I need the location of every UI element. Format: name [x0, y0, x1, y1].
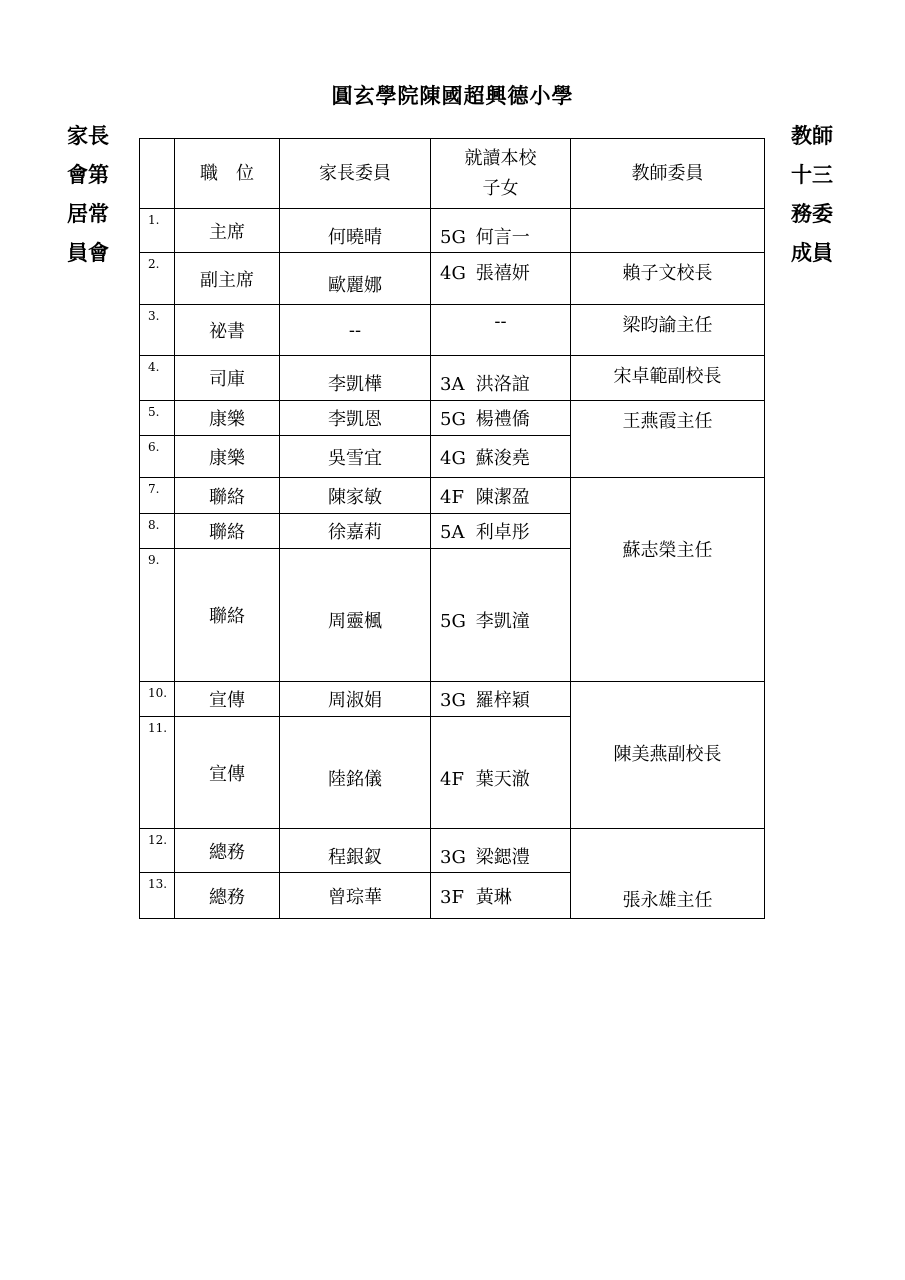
child-class: 5G: [440, 226, 466, 248]
row-child: [431, 682, 571, 717]
row-parent: 周淑娟: [280, 682, 431, 717]
row-parent: 曾琮華: [280, 873, 431, 919]
teacher-name: 蘇志榮主任: [622, 540, 713, 561]
row-child: [431, 549, 571, 682]
row-parent: 周靈楓: [280, 549, 431, 682]
row-child: [431, 873, 571, 919]
row-teacher: [571, 682, 765, 829]
row-child: [431, 436, 571, 478]
row-parent: 程銀釵: [280, 829, 431, 873]
child-class: 4G: [440, 447, 466, 469]
side-right-line: 十三: [791, 162, 833, 187]
row-teacher: [571, 209, 765, 253]
table-header-row: [140, 139, 765, 209]
row-child: [431, 717, 571, 829]
child-name: 利卓彤: [475, 522, 530, 543]
row-role: 康樂: [175, 401, 280, 436]
child-name: 葉天澈: [475, 768, 530, 790]
child-class: 4G: [440, 263, 466, 284]
child-name: 何言一: [475, 226, 530, 248]
child-name: 楊禮僑: [475, 409, 530, 430]
row-role: 聯絡: [175, 514, 280, 549]
row-role: 康樂: [175, 436, 280, 478]
row-number: 12.: [140, 829, 175, 873]
child-class: 4F: [440, 486, 464, 508]
child-class: 3G: [440, 846, 466, 868]
child-class: 5G: [440, 611, 466, 632]
child-class: 3A: [440, 374, 465, 395]
header-position: 職 位: [175, 139, 280, 209]
header-child: [431, 139, 571, 209]
row-parent: 陸銘儀: [280, 717, 431, 829]
page-title: 圓玄學院陳國超興德小學: [331, 83, 574, 108]
row-child: [431, 253, 571, 305]
row-parent: 徐嘉莉: [280, 514, 431, 549]
row-role: 宣傳: [175, 682, 280, 717]
row-number: 13.: [140, 873, 175, 919]
row-number: 7.: [140, 478, 175, 514]
row-role: 司庫: [175, 356, 280, 401]
row-child: [431, 305, 571, 356]
row-role: 聯絡: [175, 549, 280, 682]
row-child: [431, 478, 571, 514]
table-row: [140, 209, 765, 253]
row-teacher: 賴子文校長: [571, 253, 765, 305]
row-role: 宣傳: [175, 717, 280, 829]
row-number: 6.: [140, 436, 175, 478]
header-number-cell: [140, 139, 175, 209]
child-name: 李凱潼: [475, 611, 530, 632]
row-teacher: 梁昀諭主任: [571, 305, 765, 356]
child-name: 黃琳: [475, 886, 512, 908]
table-row: [140, 305, 765, 356]
header-parent-member: 家長委員: [280, 139, 431, 209]
row-parent: 歐麗娜: [280, 253, 431, 305]
child-name: 梁鍶澧: [475, 846, 530, 868]
side-label-left: [67, 116, 123, 272]
table-row: [140, 401, 765, 436]
table-row: [140, 253, 765, 305]
table-row: [140, 478, 765, 514]
header-child-line2: 子女: [482, 177, 519, 199]
row-role: 總務: [175, 873, 280, 919]
table-row: [140, 829, 765, 873]
table-row: [140, 682, 765, 717]
row-child: [431, 209, 571, 253]
side-right-line: 教師: [791, 123, 833, 148]
child-name: 陳潔盈: [475, 486, 530, 508]
side-label-right: [791, 116, 847, 272]
child-class: 4F: [440, 768, 464, 790]
row-role: 總務: [175, 829, 280, 873]
row-teacher: [571, 478, 765, 682]
side-left-line: 居常: [67, 201, 109, 226]
row-parent: 李凱恩: [280, 401, 431, 436]
child-name: 張禧妍: [475, 263, 530, 284]
row-number: 4.: [140, 356, 175, 401]
row-parent: 何曉晴: [280, 209, 431, 253]
row-role: 副主席: [175, 253, 280, 305]
child-name: 蘇浚堯: [475, 447, 530, 469]
child-name: --: [494, 311, 507, 332]
row-number: 11.: [140, 717, 175, 829]
child-name: 洪洛誼: [475, 374, 530, 395]
row-number: 10.: [140, 682, 175, 717]
row-child: [431, 401, 571, 436]
side-left-line: 家長: [67, 123, 109, 148]
child-class: 3F: [440, 886, 464, 908]
committee-table: [139, 138, 765, 919]
row-teacher: 王燕霞主任: [571, 401, 765, 478]
row-parent: 陳家敏: [280, 478, 431, 514]
row-number: 5.: [140, 401, 175, 436]
table-row: [140, 356, 765, 401]
row-role: 主席: [175, 209, 280, 253]
child-class: 3G: [440, 690, 466, 711]
row-number: 3.: [140, 305, 175, 356]
row-teacher: 宋卓範副校長: [571, 356, 765, 401]
child-name: 羅梓穎: [475, 690, 530, 711]
teacher-name: 陳美燕副校長: [613, 744, 722, 765]
row-parent: 李凱樺: [280, 356, 431, 401]
header-child-line1: 就讀本校: [464, 147, 537, 169]
side-right-line: 務委: [791, 201, 833, 226]
row-child: [431, 356, 571, 401]
row-role: 聯絡: [175, 478, 280, 514]
row-number: 2.: [140, 253, 175, 305]
child-class: 5A: [440, 522, 465, 543]
row-number: 8.: [140, 514, 175, 549]
row-teacher: 張永雄主任: [571, 829, 765, 919]
side-left-line: 員會: [67, 240, 109, 265]
row-parent: --: [280, 305, 431, 356]
row-child: [431, 829, 571, 873]
row-parent: 吳雪宜: [280, 436, 431, 478]
row-child: [431, 514, 571, 549]
child-class: 5G: [440, 409, 466, 430]
row-role: 祕書: [175, 305, 280, 356]
header-teacher-member: 教師委員: [571, 139, 765, 209]
row-number: 1.: [140, 209, 175, 253]
side-right-line: 成員: [791, 240, 833, 265]
side-left-line: 會第: [67, 162, 109, 187]
row-number: 9.: [140, 549, 175, 682]
